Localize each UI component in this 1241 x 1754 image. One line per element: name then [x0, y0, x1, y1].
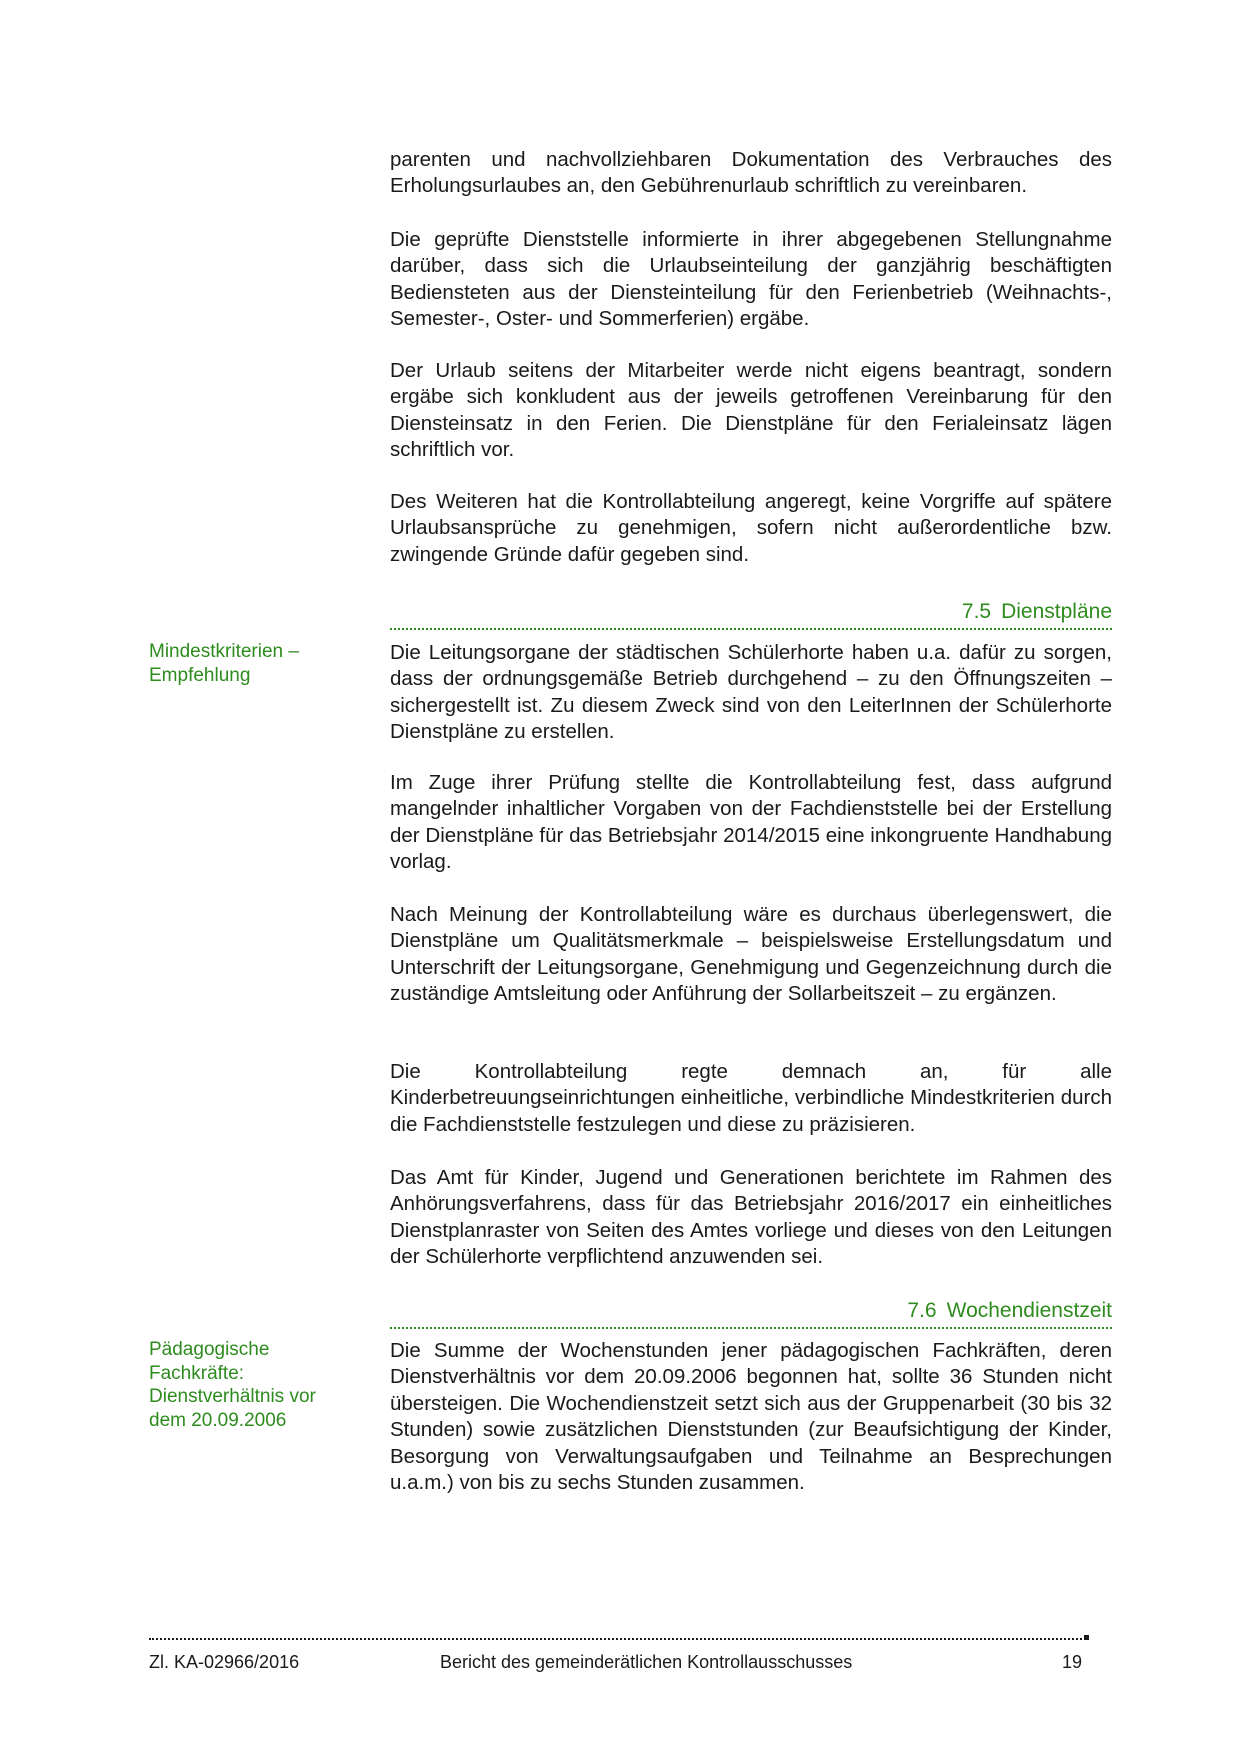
paragraph-pruefung: Im Zuge ihrer Prüfung stellte die Kontrollabteilung fest, dass aufgrund mangelnder inhaltlicher Vorgaben von der Fachdienststelle bei der Erstellung der Dienstpläne für das Betriebsjahr 2014/2015 eine inkongruente Handhabung vorlag.	[390, 771, 1112, 874]
side-note-line: dem 20.09.2006	[149, 1409, 287, 1431]
paragraph-urlaub-dokumentation: parenten und nachvollziehbaren Dokumentation des Verbrauches des Erholungsurlaubes an, den Gebührenurlaub schriftlich zu vereinbaren.	[390, 148, 1112, 198]
side-note-mindestkriterien	[149, 640, 359, 687]
section-heading-7-6	[390, 1287, 1112, 1329]
paragraph-anhoerungsverfahren: Das Amt für Kinder, Jugend und Generationen berichtete im Rahmen des Anhörungsverfahrens, dass für das Betriebsjahr 2016/2017 ein einheitliches Dienstplanraster von Seiten des Amtes vorliege und dieses von den Leitungen der Schülerhorte verpflichtend anzuwenden sei.	[390, 1166, 1112, 1269]
paragraph-wochenstunden: Die Summe der Wochenstunden jener pädagogischen Fachkräften, deren Dienstverhältnis vor dem 20.09.2006 begonnen hat, sollte 36 Stunden nicht übersteigen. Die Wochendienstzeit setzt sich aus der Gruppenarbeit (30 bis 32 Stunden) sowie zusätzlichen Dienststunden (zur Beaufsichtigung der Kinder, Besorgung von Verwaltungsaufgaben und Teilnahme an Besprechungen u.a.m.) von bis zu sechs Stunden zusammen.	[390, 1339, 1112, 1495]
section-number: 7.6	[907, 1299, 937, 1322]
side-note-line: Pädagogische	[149, 1339, 270, 1360]
footer-divider-end	[1084, 1635, 1089, 1640]
side-note-line: Mindestkriterien –	[149, 641, 299, 662]
section-number: 7.5	[961, 600, 992, 623]
section-label: Wochendienstzeit	[946, 1299, 1112, 1322]
footer-divider	[149, 1638, 1086, 1640]
paragraph-vorgriffe: Des Weiteren hat die Kontrollabteilung angeregt, keine Vorgriffe auf spätere Urlaubsansprüche zu genehmigen, sofern nicht außerordentliche bzw. zwingende Gründe dafür gegeben sind.	[390, 490, 1112, 566]
page-number: 19	[1062, 1652, 1083, 1672]
footer-reference: Zl. KA-02966/2016	[149, 1652, 300, 1672]
paragraph-qualitaetsmerkmale: Nach Meinung der Kontrollabteilung wäre es durchaus überlegenswert, die Dienstpläne um Qualitätsmerkmale – beispielsweise Erstellungsdatum und Unterschrift der Leitungsorgane, Genehmigung und Gegenzeichnung durch die zuständige Amtsleitung oder Anführung der Sollarbeitszeit – zu ergänzen.	[390, 903, 1112, 1006]
side-note-paedagogische-fachkraefte	[149, 1338, 359, 1432]
paragraph-stellungnahme: Die geprüfte Dienststelle informierte in ihrer abgegebenen Stellungnahme darüber, dass sich die Urlaubseinteilung der ganzjährig beschäftigten Bediensteten aus der Diensteinteilung für den Ferienbetrieb (Weihnachts-, Semester-, Oster- und Sommerferien) ergäbe.	[390, 228, 1112, 331]
section-heading-7-5	[390, 588, 1112, 630]
paragraph-kinderbetreuung: Die Kontrollabteilung regte demnach an, für alle Kinderbetreuungseinrichtungen einheitliche, verbindliche Mindestkriterien durch die Fachdienststelle festzulegen und diese zu präzisieren.	[390, 1060, 1112, 1136]
side-note-line: Dienstverhältnis vor	[149, 1386, 316, 1407]
section-title-7-5	[962, 600, 1112, 624]
paragraph-urlaub-konkludent: Der Urlaub seitens der Mitarbeiter werde nicht eigens beantragt, sondern ergäbe sich konkludent aus der jeweils getroffenen Vereinbarung für den Diensteinsatz in den Ferien. Die Dienstpläne für den Ferialeinsatz lägen schriftlich vor.	[390, 359, 1112, 462]
footer-report-title: Bericht des gemeinderätlichen Kontrollausschusses	[440, 1652, 853, 1672]
side-note-line: Empfehlung	[149, 664, 251, 686]
section-title-7-6	[907, 1299, 1112, 1323]
section-label: Dienstpläne	[1001, 600, 1112, 623]
paragraph-leitungsorgane: Die Leitungsorgane der städtischen Schülerhorte haben u.a. dafür zu sorgen, dass der ordnungsgemäße Betrieb durchgehend – zu den Öffnungszeiten – sichergestellt ist. Zu diesem Zweck sind von den LeiterInnen der Schülerhorte Dienstpläne zu erstellen.	[390, 641, 1112, 744]
side-note-line: Fachkräfte:	[149, 1362, 245, 1384]
